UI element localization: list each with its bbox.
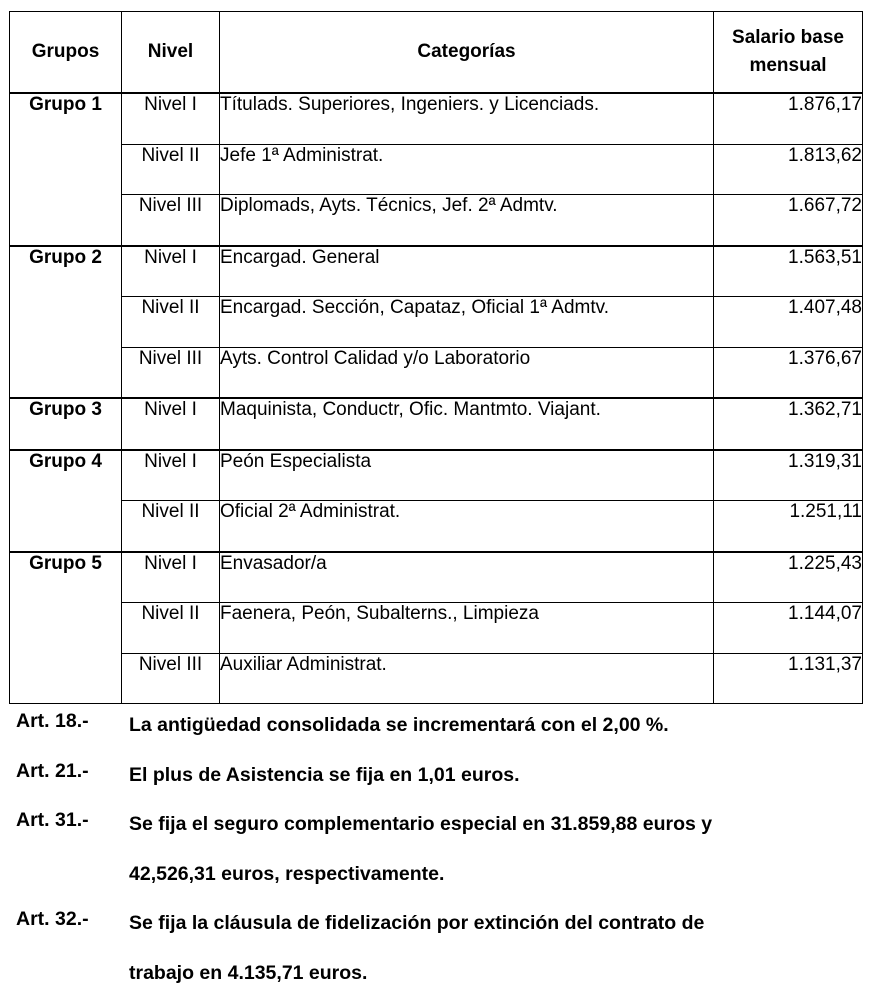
nivel-cell: Nivel III <box>122 195 220 246</box>
table-row <box>10 653 863 704</box>
group-name: Grupo 1 <box>10 93 122 246</box>
header-salario <box>714 12 863 94</box>
article-line: Se fija el seguro complementario especial en 31.859,88 euros y <box>129 809 856 859</box>
article-item <box>16 809 856 908</box>
nivel-cell: Nivel I <box>122 93 220 144</box>
nivel-cell: Nivel III <box>122 347 220 398</box>
salary-cell: 1.251,11 <box>714 501 863 552</box>
category-cell: Peón Especialista <box>220 450 714 501</box>
salary-table <box>9 11 863 704</box>
group-name: Grupo 3 <box>10 398 122 450</box>
salary-cell: 1.319,31 <box>714 450 863 501</box>
header-salario-line1: Salario base <box>732 27 844 48</box>
salary-cell: 1.131,37 <box>714 653 863 704</box>
table-row <box>10 347 863 398</box>
salary-cell: 1.876,17 <box>714 93 863 144</box>
category-cell: Encargad. General <box>220 246 714 297</box>
nivel-cell: Nivel II <box>122 603 220 654</box>
category-cell: Maquinista, Conductr, Ofic. Mantmto. Viajant. <box>220 398 714 450</box>
salary-cell: 1.376,67 <box>714 347 863 398</box>
articles-section <box>16 710 856 1007</box>
table-row <box>10 501 863 552</box>
nivel-cell: Nivel I <box>122 552 220 603</box>
group-name: Grupo 4 <box>10 450 122 552</box>
table-row <box>10 246 863 297</box>
nivel-cell: Nivel I <box>122 450 220 501</box>
nivel-cell: Nivel I <box>122 246 220 297</box>
salary-cell: 1.813,62 <box>714 144 863 195</box>
article-line: El plus de Asistencia se fija en 1,01 euros. <box>129 760 856 810</box>
article-text <box>129 809 856 908</box>
salary-cell: 1.667,72 <box>714 195 863 246</box>
category-cell: Títulads. Superiores, Ingeniers. y Licenciads. <box>220 93 714 144</box>
nivel-cell: Nivel II <box>122 501 220 552</box>
article-text <box>129 710 856 760</box>
category-cell: Ayts. Control Calidad y/o Laboratorio <box>220 347 714 398</box>
table-row <box>10 552 863 603</box>
salary-cell: 1.407,48 <box>714 297 863 348</box>
article-item <box>16 760 856 810</box>
article-line: 42,526,31 euros, respectivamente. <box>129 859 856 909</box>
article-item <box>16 908 856 1007</box>
table-row <box>10 93 863 144</box>
table-body <box>10 93 863 704</box>
category-cell: Oficial 2ª Administrat. <box>220 501 714 552</box>
salary-cell: 1.144,07 <box>714 603 863 654</box>
table-row <box>10 195 863 246</box>
nivel-cell: Nivel II <box>122 144 220 195</box>
header-salario-line2: mensual <box>749 55 826 76</box>
table-row <box>10 450 863 501</box>
category-cell: Envasador/a <box>220 552 714 603</box>
group-name: Grupo 2 <box>10 246 122 399</box>
table-row <box>10 398 863 450</box>
table-row <box>10 144 863 195</box>
table-row <box>10 297 863 348</box>
article-line: Se fija la cláusula de fidelización por extinción del contrato de <box>129 908 856 958</box>
article-label: Art. 32.- <box>16 908 129 1007</box>
table-row <box>10 603 863 654</box>
article-item <box>16 710 856 760</box>
category-cell: Faenera, Peón, Subalterns., Limpieza <box>220 603 714 654</box>
article-label: Art. 18.- <box>16 710 129 760</box>
category-cell: Diplomads, Ayts. Técnics, Jef. 2ª Admtv. <box>220 195 714 246</box>
header-nivel: Nivel <box>122 12 220 94</box>
header-grupos: Grupos <box>10 12 122 94</box>
category-cell: Auxiliar Administrat. <box>220 653 714 704</box>
category-cell: Jefe 1ª Administrat. <box>220 144 714 195</box>
article-line: trabajo en 4.135,71 euros. <box>129 958 856 1007</box>
salary-cell: 1.362,71 <box>714 398 863 450</box>
nivel-cell: Nivel II <box>122 297 220 348</box>
article-text <box>129 760 856 810</box>
article-line: La antigüedad consolidada se incrementará con el 2,00 %. <box>129 710 856 760</box>
nivel-cell: Nivel III <box>122 653 220 704</box>
table-header-row <box>10 12 863 94</box>
nivel-cell: Nivel I <box>122 398 220 450</box>
category-cell: Encargad. Sección, Capataz, Oficial 1ª Admtv. <box>220 297 714 348</box>
salary-cell: 1.225,43 <box>714 552 863 603</box>
article-label: Art. 21.- <box>16 760 129 810</box>
header-categorias: Categorías <box>220 12 714 94</box>
group-name: Grupo 5 <box>10 552 122 704</box>
article-text <box>129 908 856 1007</box>
article-label: Art. 31.- <box>16 809 129 908</box>
salary-cell: 1.563,51 <box>714 246 863 297</box>
